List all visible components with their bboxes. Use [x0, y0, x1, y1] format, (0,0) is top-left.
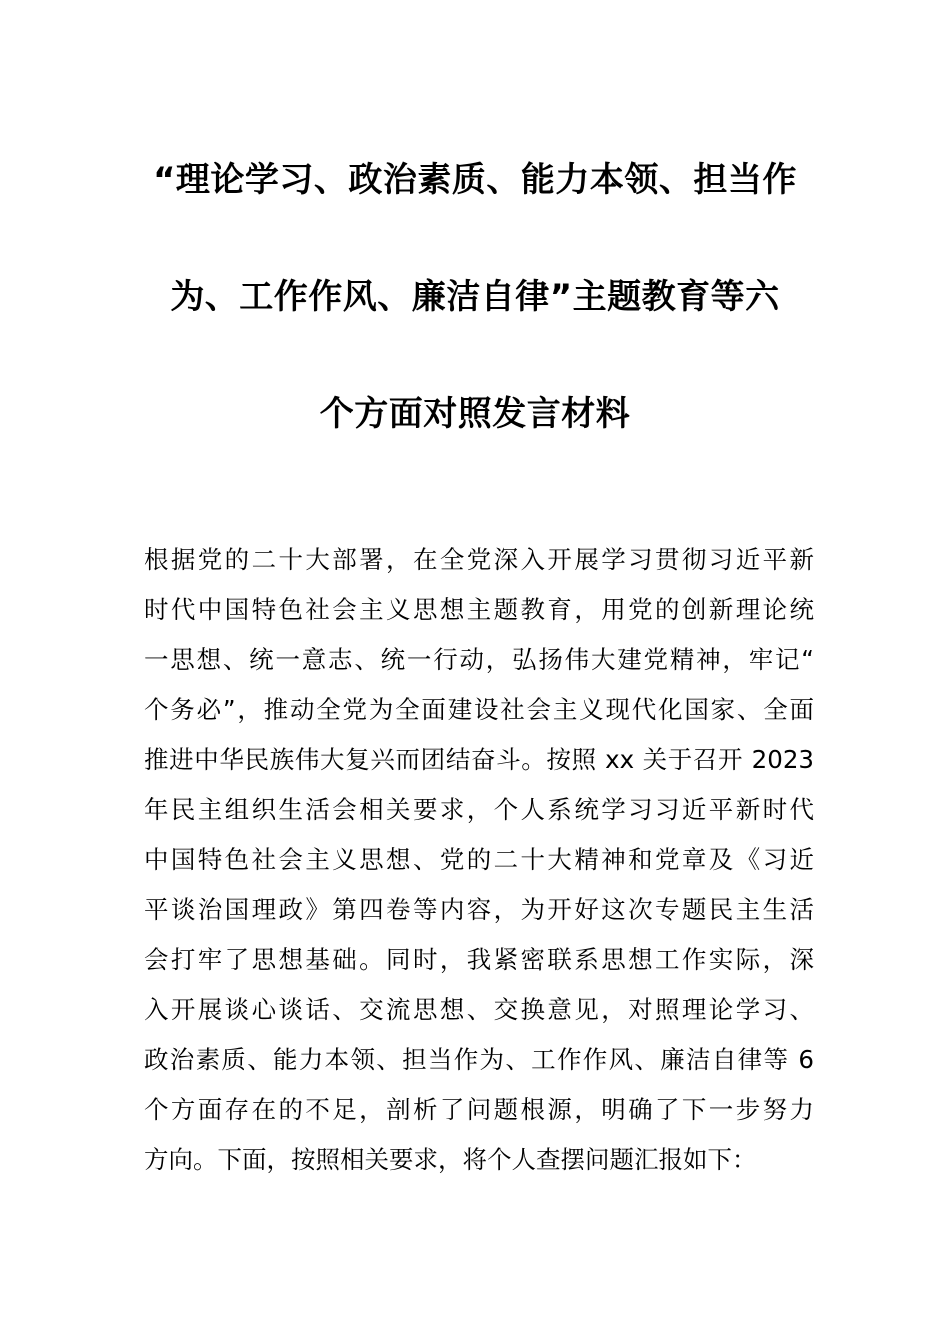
body-line-7: 中国特色社会主义思想、党的二十大精神和党章及《习近: [144, 845, 814, 874]
body-line-12: 个方面存在的不足，剖析了问题根源，明确了下一步努力: [144, 1095, 814, 1124]
body-line-13: 方向。下面，按照相关要求，将个人查摆问题汇报如下：: [144, 1145, 757, 1174]
body-line-8: 平谈治国理政》第四卷等内容，为开好这次专题民主生活: [144, 895, 814, 924]
body-line-11: 政治素质、能力本领、担当作为、工作作风、廉洁自律等 6: [144, 1045, 814, 1074]
document-title: [110, 150, 840, 501]
title-line-2: 为、工作作风、廉洁自律”主题教育等六: [170, 277, 780, 317]
title-line-1: “理论学习、政治素质、能力本领、担当作: [153, 160, 797, 200]
body-line-4: 个务必”，推动全党为全面建设社会主义现代化国家、全面: [144, 695, 814, 724]
body-line-2: 时代中国特色社会主义思想主题教育，用党的创新理论统: [144, 595, 814, 624]
document-body-paragraph: [144, 535, 814, 1185]
body-line-6: 年民主组织生活会相关要求，个人系统学习习近平新时代: [144, 795, 814, 824]
body-line-3: 一思想、统一意志、统一行动，弘扬伟大建党精神，牢记“: [144, 645, 814, 674]
body-line-5: 推进中华民族伟大复兴而团结奋斗。按照 xx 关于召开 2023: [144, 745, 814, 774]
body-line-1: 根据党的二十大部署，在全党深入开展学习贯彻习近平新: [144, 545, 814, 574]
body-line-9: 会打牢了思想基础。同时，我紧密联系思想工作实际，深: [144, 945, 814, 974]
title-line-3: 个方面对照发言材料: [319, 394, 631, 434]
body-line-10: 入开展谈心谈话、交流思想、交换意见，对照理论学习、: [144, 995, 814, 1024]
